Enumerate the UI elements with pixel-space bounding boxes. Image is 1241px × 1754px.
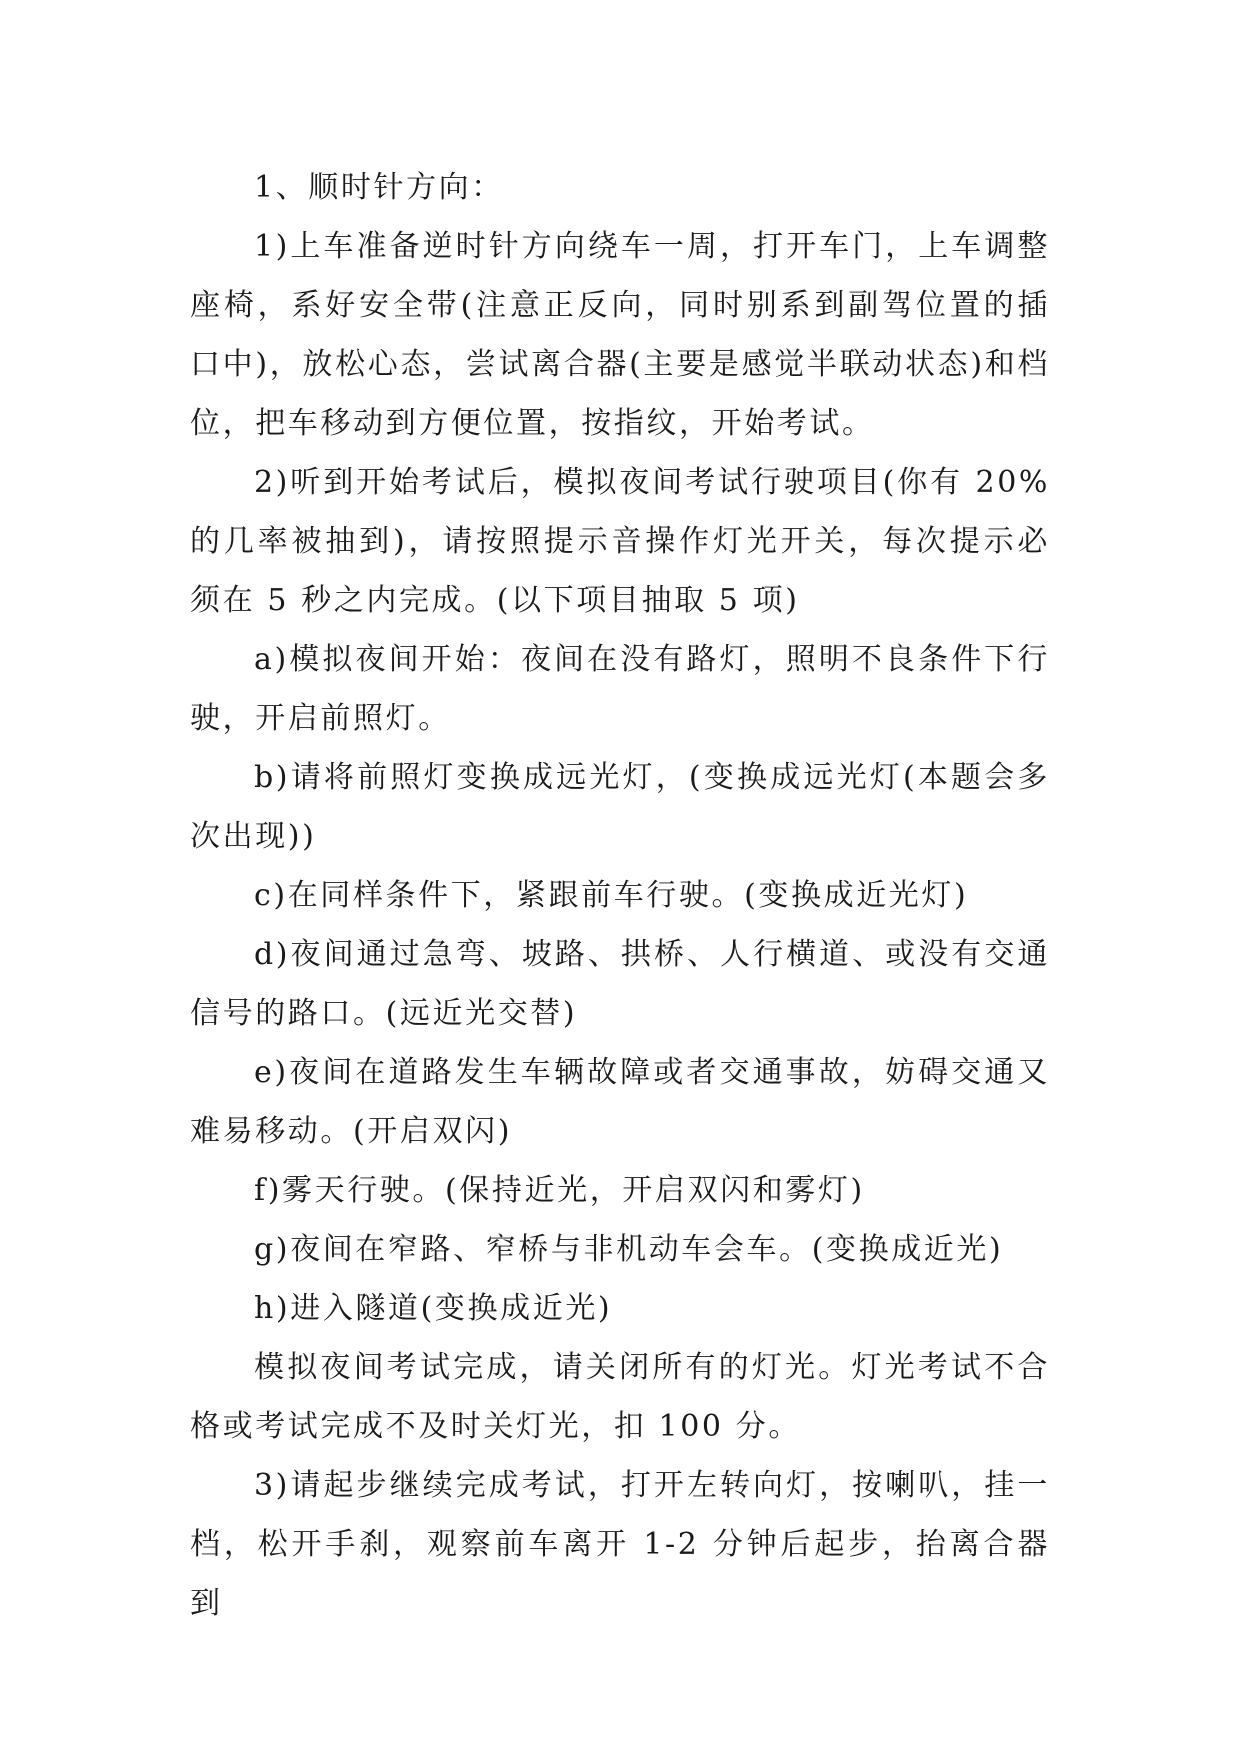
section-heading: 1、顺时针方向： [254, 170, 504, 205]
document-body [190, 158, 1050, 1633]
paragraph-step-1: 1)上车准备逆时针方向绕车一周，打开车门，上车调整座椅，系好安全带(注意正反向，同时别系到副驾位置的插口中)，放松心态，尝试离合器(主要是感觉半联动状态)和档位，把车移动到方便位置，按指纹，开始考试。 [190, 229, 1050, 441]
list-item-d: d)夜间通过急弯、坡路、拱桥、人行横道、或没有交通信号的路口。(远近光交替) [190, 937, 1050, 1031]
list-item-e: e)夜间在道路发生车辆故障或者交通事故，妨碍交通又难易移动。(开启双闪) [190, 1055, 1050, 1149]
list-item-c: c)在同样条件下，紧跟前车行驶。(变换成近光灯) [254, 878, 969, 913]
list-item-a: a)模拟夜间开始：夜间在没有路灯，照明不良条件下行驶，开启前照灯。 [190, 642, 1050, 736]
list-item-g: g)夜间在窄路、窄桥与非机动车会车。(变换成近光) [254, 1232, 1004, 1267]
list-item-b: b)请将前照灯变换成远光灯，(变换成远光灯(本题会多次出现)) [190, 760, 1050, 854]
list-item-f: f)雾天行驶。(保持近光，开启双闪和雾灯) [254, 1173, 865, 1208]
paragraph-step-3: 3)请起步继续完成考试，打开左转向灯，按喇叭，挂一档，松开手刹，观察前车离开 1-2 分钟后起步，抬离合器到 [190, 1468, 1050, 1621]
list-item-h: h)进入隧道(变换成近光) [254, 1291, 613, 1326]
paragraph-night-test-end: 模拟夜间考试完成，请关闭所有的灯光。灯光考试不合格或考试完成不及时关灯光，扣 100 分。 [190, 1350, 1050, 1444]
paragraph-step-2: 2)听到开始考试后，模拟夜间考试行驶项目(你有 20%的几率被抽到)，请按照提示音操作灯光开关，每次提示必须在 5 秒之内完成。(以下项目抽取 5 项) [190, 465, 1050, 618]
